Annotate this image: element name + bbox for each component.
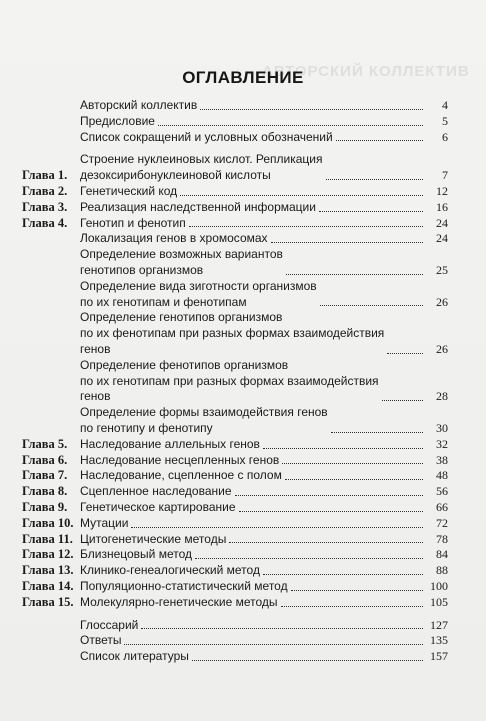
entry-title: Клинико-генеалогический метод xyxy=(80,563,260,578)
page-number: 28 xyxy=(436,389,448,404)
toc-entry xyxy=(22,500,448,516)
dot-leader xyxy=(382,400,423,401)
entry-title: Наследование несцепленных генов xyxy=(80,452,280,467)
table-of-contents xyxy=(22,98,448,665)
dot-leader xyxy=(320,305,423,306)
page-number: 32 xyxy=(436,436,448,451)
dot-leader xyxy=(131,527,423,528)
page-number: 38 xyxy=(436,452,448,467)
chapter-number: Глава 5. xyxy=(22,436,68,451)
page-number: 157 xyxy=(430,649,448,664)
toc-entry xyxy=(22,98,448,114)
page-number: 84 xyxy=(436,547,448,562)
toc-entry-body xyxy=(22,279,448,311)
entry-title: Мутации xyxy=(80,515,129,530)
toc-entry-body xyxy=(70,516,448,532)
toc-entry xyxy=(22,437,448,453)
chapter-number: Глава 8. xyxy=(22,484,68,499)
page-number: 12 xyxy=(436,183,448,198)
dot-leader xyxy=(189,226,423,227)
toc-entry xyxy=(22,130,448,146)
entry-title: Определение вида зиготности организмов по их генотипам и фенотипам xyxy=(80,278,317,309)
toc-entry xyxy=(22,484,448,500)
toc-entry-body xyxy=(22,98,448,114)
dot-leader xyxy=(271,242,423,243)
dot-leader xyxy=(291,590,423,591)
entry-title: Список литературы xyxy=(80,649,189,664)
bleed-through-heading: АВТОРСКИЙ КОЛЛЕКТИВ xyxy=(262,63,470,80)
toc-entry xyxy=(22,405,448,437)
page-number: 78 xyxy=(436,531,448,546)
dot-leader xyxy=(195,558,423,559)
toc-entry-body xyxy=(22,310,448,357)
chapter-number: Глава 6. xyxy=(22,452,68,467)
dot-leader xyxy=(319,211,423,212)
page-number: 24 xyxy=(436,231,448,246)
entry-title: Глоссарий xyxy=(80,617,139,632)
entry-title: Наследование аллельных генов xyxy=(80,436,260,451)
dot-leader xyxy=(286,274,423,275)
page-number: 127 xyxy=(430,617,448,632)
toc-entry xyxy=(22,516,448,532)
page-number: 66 xyxy=(436,499,448,514)
entry-title: Цитогенетические методы xyxy=(80,531,227,546)
dot-leader xyxy=(263,574,423,575)
entry-title: Генотип и фенотип xyxy=(80,215,186,230)
toc-entry-body xyxy=(70,595,448,611)
page-number: 48 xyxy=(436,468,448,483)
dot-leader xyxy=(239,511,423,512)
toc-entry xyxy=(22,216,448,232)
toc-entry-body xyxy=(70,216,448,232)
page-number: 100 xyxy=(430,578,448,593)
entry-title: Предисловие xyxy=(80,113,155,128)
page-number: 6 xyxy=(442,129,448,144)
toc-entry xyxy=(22,310,448,357)
dot-leader xyxy=(124,644,423,645)
page-number: 105 xyxy=(430,594,448,609)
entry-title: Определение формы взаимодействия генов по генотипу и фенотипу xyxy=(80,405,328,435)
dot-leader xyxy=(285,479,423,480)
toc-entry-body xyxy=(70,200,448,216)
page-number: 4 xyxy=(442,98,448,112)
chapter-number: Глава 1. xyxy=(22,168,68,183)
toc-entry-body xyxy=(22,247,448,279)
page-number: 56 xyxy=(436,484,448,499)
entry-title: Определение возможных вариантов генотипов организмов xyxy=(80,247,283,277)
toc-entry xyxy=(22,649,448,665)
dot-leader xyxy=(336,140,423,141)
dot-leader xyxy=(331,432,423,433)
toc-entry-body xyxy=(22,231,448,247)
page-number: 16 xyxy=(436,199,448,214)
toc-entry xyxy=(22,200,448,216)
page-number: 30 xyxy=(436,420,448,435)
toc-entry-body xyxy=(70,500,448,516)
chapter-number: Глава 2. xyxy=(22,183,68,198)
toc-entry xyxy=(22,231,448,247)
dot-leader xyxy=(263,448,423,449)
toc-entry-body xyxy=(22,649,448,665)
toc-entry xyxy=(22,633,448,649)
page-number: 24 xyxy=(436,215,448,230)
toc-entry xyxy=(22,247,448,279)
chapter-number: Глава 14. xyxy=(22,578,74,593)
dot-leader xyxy=(281,606,423,607)
entry-title: Определение фенотипов организмов по их генотипам при разных формах взаимодействия генов xyxy=(80,357,379,404)
dot-leader xyxy=(180,195,423,196)
toc-entry-body xyxy=(22,405,448,437)
page-number: 26 xyxy=(436,294,448,309)
page-number: 72 xyxy=(436,515,448,530)
toc-entry-body xyxy=(22,618,448,634)
entry-title: Генетический код xyxy=(80,183,178,198)
entry-title: Наследование, сцепленное с полом xyxy=(80,468,282,483)
chapter-number: Глава 10. xyxy=(22,515,74,530)
dot-leader xyxy=(387,353,423,354)
chapter-number: Глава 12. xyxy=(22,547,74,562)
page-title: ОГЛАВЛЕНИЕ xyxy=(182,68,304,87)
chapter-number: Глава 3. xyxy=(22,199,68,214)
entry-title: Ответы xyxy=(80,633,122,648)
toc-entry-body xyxy=(70,152,448,184)
dot-leader xyxy=(282,463,423,464)
dot-leader xyxy=(229,542,423,543)
toc-entry-body xyxy=(70,484,448,500)
entry-title: Авторский коллектив xyxy=(80,98,198,112)
entry-title: Строение нуклеиновых кислот. Репликация дезоксирибонуклеиновой кислоты xyxy=(80,152,323,183)
toc-entry xyxy=(22,184,448,200)
entry-title: Молекулярно-генетические методы xyxy=(80,594,278,609)
entry-title: Сцепленное наследование xyxy=(80,484,232,499)
chapter-number: Глава 9. xyxy=(22,499,68,514)
toc-entry xyxy=(22,595,448,611)
toc-entry xyxy=(22,547,448,563)
toc-entry xyxy=(22,152,448,184)
dot-leader xyxy=(326,179,424,180)
chapter-number: Глава 11. xyxy=(22,531,73,546)
toc-entry xyxy=(22,279,448,311)
toc-entry-body xyxy=(22,358,448,405)
toc-entry xyxy=(22,563,448,579)
toc-entry-body xyxy=(70,184,448,200)
toc-entry xyxy=(22,114,448,130)
toc-entry xyxy=(22,468,448,484)
chapter-number: Глава 7. xyxy=(22,468,68,483)
page-number: 7 xyxy=(442,168,448,183)
page-number: 135 xyxy=(430,633,448,648)
toc-entry-body xyxy=(70,579,448,595)
dot-leader xyxy=(141,628,423,629)
toc-entry-body xyxy=(70,453,448,469)
toc-entry-body xyxy=(70,468,448,484)
entry-title: Локализация генов в хромосомах xyxy=(80,231,268,246)
dot-leader xyxy=(158,125,423,126)
toc-entry-body xyxy=(70,437,448,453)
toc-entry xyxy=(22,579,448,595)
toc-entry xyxy=(22,358,448,405)
toc-entry-body xyxy=(22,130,448,146)
toc-entry-body xyxy=(22,633,448,649)
toc-entry-body xyxy=(22,114,448,130)
toc-entry-body xyxy=(70,547,448,563)
page-number: 5 xyxy=(442,113,448,128)
dot-leader xyxy=(200,109,423,110)
toc-entry-body xyxy=(70,532,448,548)
dot-leader xyxy=(192,660,423,661)
toc-entry xyxy=(22,532,448,548)
dot-leader xyxy=(235,495,424,496)
entry-title: Генетическое картирование xyxy=(80,499,236,514)
entry-title: Определение генотипов организмов по их фенотипам при разных формах взаимодействия генов xyxy=(80,310,385,356)
chapter-number: Глава 4. xyxy=(22,215,68,230)
entry-title: Близнецовый метод xyxy=(80,547,192,562)
toc-entry xyxy=(22,453,448,469)
page-number: 25 xyxy=(436,262,448,277)
entry-title: Популяционно-статистический метод xyxy=(80,578,288,593)
page-number: 88 xyxy=(436,563,448,578)
toc-entry-body xyxy=(70,563,448,579)
page-number: 26 xyxy=(436,341,448,356)
chapter-number: Глава 13. xyxy=(22,563,74,578)
toc-entry xyxy=(22,618,448,634)
entry-title: Реализация наследственной информации xyxy=(80,199,316,214)
entry-title: Список сокращений и условных обозначений xyxy=(80,129,333,144)
chapter-number: Глава 15. xyxy=(22,594,74,609)
